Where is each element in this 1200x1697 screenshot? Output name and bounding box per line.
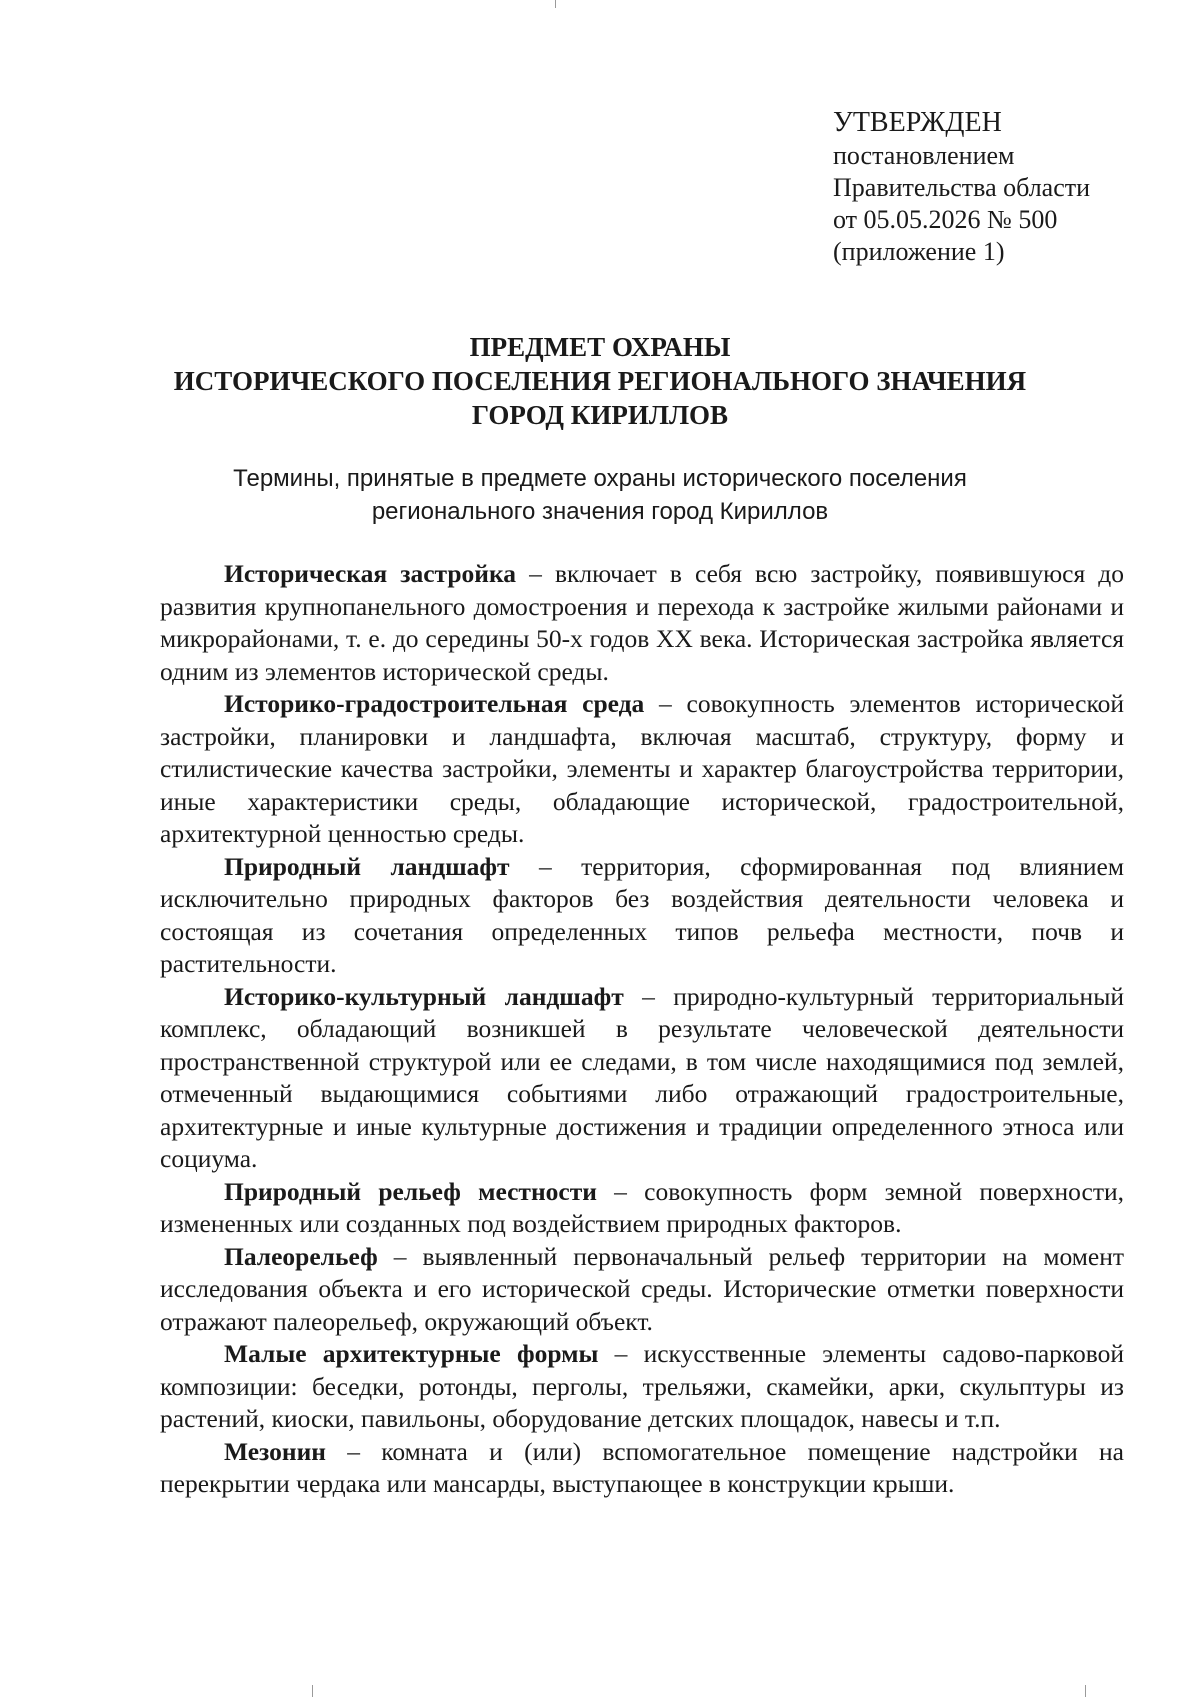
term-paragraph [160, 1338, 1124, 1436]
subtitle-line: Термины, принятые в предмете охраны исторического поселения [233, 465, 967, 492]
term-paragraph [160, 1241, 1124, 1339]
title-line: ИСТОРИЧЕСКОГО ПОСЕЛЕНИЯ РЕГИОНАЛЬНОГО ЗНАЧЕНИЯ [173, 366, 1027, 396]
term-definition: – природно-культурный территориальный комплекс, обладающий возникшей в результате человеческой деятельности пространственной структурой или ее следами, в том числе находящимися под землей, отмеченный выдающимися событиями либо отражающий градостроительные, архитектурные и иные культурные достижения и традиции определенного этноса или социума. [160, 981, 1124, 1173]
term-definition: – выявленный первоначальный рельеф территории на момент исследования объекта и его исторической среды. Исторические отметки поверхности отражают палеорельеф, окружающий объект. [160, 1241, 1124, 1336]
term-definition: – совокупность элементов исторической застройки, планировки и ландшафта, включая масштаб, структуру, форму и стилистические качества застройки, элементы и характер благоустройства территории, иные характеристики среды, обладающие исторической, градостроительной, архитектурной ценностью среды. [160, 689, 1124, 848]
title-line: ПРЕДМЕТ ОХРАНЫ [469, 332, 731, 362]
approval-line: постановлением [833, 141, 1015, 170]
term-paragraph [160, 1176, 1124, 1241]
term-name: Историческая застройка [224, 559, 517, 588]
scan-mark [1085, 1685, 1086, 1697]
section-subtitle [0, 462, 1200, 528]
terms-list [160, 558, 1124, 1501]
term-definition: – территория, сформированная под влиянием исключительно природных факторов без воздействия деятельности человека и состоящая из сочетания определенных типов рельефа местности, почв и растительности. [160, 851, 1124, 978]
term-name: Историко-градостроительная среда [224, 689, 645, 718]
term-paragraph [160, 1436, 1124, 1501]
approval-line: Правительства области [833, 173, 1091, 202]
approval-heading: УТВЕРЖДЕН [833, 107, 1002, 138]
term-paragraph [160, 981, 1124, 1176]
term-name: Мезонин [224, 1436, 326, 1466]
term-definition: – включает в себя всю застройку, появившуюся до развития крупнопанельного домостроения и перехода к застройке жилыми районами и микрорайонами, т. е. до середины 50-х годов XX века. Историческая застройка является одним из элементов исторической среды. [160, 559, 1125, 686]
scan-mark [555, 0, 556, 8]
term-definition: – искусственные элементы садово-парковой композиции: беседки, ротонды, перголы, трельяжи, скамейки, арки, скульптуры из растений, киоски, павильоны, оборудование детских площадок, навесы и т.п. [160, 1339, 1124, 1433]
document-title [0, 330, 1200, 432]
subtitle-line: регионального значения город Кириллов [371, 498, 829, 525]
term-definition: – совокупность форм земной поверхности, измененных или созданных под воздействием природных факторов. [160, 1176, 1124, 1238]
approval-block [833, 106, 1090, 268]
approval-date: от 05.05.2026 № 500 [833, 205, 1058, 234]
term-name: Природный рельеф местности [224, 1176, 597, 1206]
term-name: Палеорельеф [224, 1241, 378, 1271]
term-name: Природный ландшафт [224, 851, 510, 881]
term-name: Историко-культурный ландшафт [224, 981, 624, 1011]
scan-mark [312, 1685, 313, 1697]
term-paragraph [160, 688, 1124, 851]
approval-appendix: (приложение 1) [833, 237, 1005, 266]
title-line: ГОРОД КИРИЛЛОВ [471, 400, 729, 430]
term-name: Малые архитектурные формы [224, 1339, 599, 1368]
term-paragraph [160, 558, 1124, 688]
term-paragraph [160, 851, 1124, 981]
term-definition: – комната и (или) вспомогательное помещение надстройки на перекрытии чердака или мансарды, выступающее в конструкции крыши. [160, 1436, 1124, 1498]
